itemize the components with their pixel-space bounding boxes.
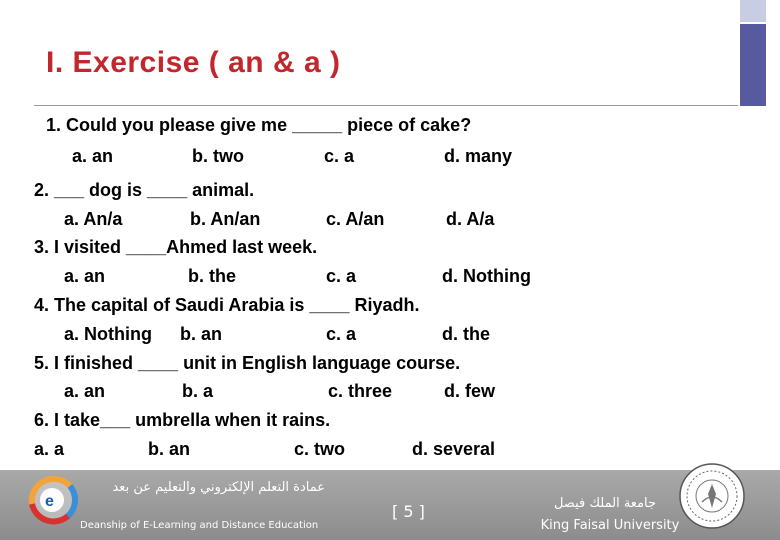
question-6-option-d: d. several	[412, 439, 496, 459]
deanship-name-english: Deanship of E-Learning and Distance Education	[80, 520, 319, 531]
question-6-option-c: c. two	[294, 439, 346, 459]
question-1-option-d: d. many	[444, 146, 513, 166]
question-1: 1. Could you please give me _____ piece of cake?	[46, 115, 472, 135]
question-3-option-c: c. a	[326, 266, 357, 286]
question-4-option-a: a. Nothing	[64, 324, 152, 344]
question-5-option-a: a. an	[64, 381, 106, 401]
question-2-option-d: d. A/a	[446, 209, 495, 229]
question-6-option-a: a. a	[34, 439, 65, 459]
question-4: 4. The capital of Saudi Arabia is ____ Riyadh.	[34, 295, 420, 315]
question-2-option-c: c. A/an	[326, 209, 385, 229]
question-4-option-d: d. the	[442, 324, 490, 344]
title-divider	[34, 105, 738, 106]
question-3-option-b: b. the	[188, 266, 236, 286]
question-1-option-c: c. a	[324, 146, 355, 166]
question-6: 6. I take___ umbrella when it rains.	[34, 410, 331, 430]
question-3: 3. I visited ____Ahmed last week.	[34, 237, 318, 257]
question-5-option-d: d. few	[444, 381, 496, 401]
page-number: [ 5 ]	[392, 502, 425, 521]
question-3-option-a: a. an	[64, 266, 106, 286]
university-name-arabic: جامعة الملك فيصل	[553, 496, 657, 511]
slide-title: I. Exercise ( an & a )	[46, 46, 341, 79]
question-2-option-b: b. An/an	[190, 209, 261, 229]
university-name-english: King Faisal University	[540, 518, 680, 533]
deanship-name-arabic: عمادة التعلم الإلكتروني والتعليم عن بعد	[112, 480, 325, 495]
question-3-option-d: d. Nothing	[442, 266, 531, 286]
question-5: 5. I finished ____ unit in English language course.	[34, 353, 461, 373]
question-5-option-c: c. three	[328, 381, 393, 401]
svg-text:e: e	[45, 493, 54, 510]
question-4-option-c: c. a	[326, 324, 357, 344]
question-5-option-b: b. a	[182, 381, 214, 401]
question-2: 2. ___ dog is ____ animal.	[34, 180, 255, 200]
question-6-option-b: b. an	[148, 439, 191, 459]
question-2-option-a: a. An/a	[64, 209, 123, 229]
decorative-bar-light	[740, 0, 766, 22]
question-1-option-a: a. an	[72, 146, 114, 166]
question-4-option-b: b. an	[180, 324, 223, 344]
question-1-option-b: b. two	[192, 146, 244, 166]
university-seal-icon	[678, 462, 746, 530]
decorative-bar-dark	[740, 24, 766, 106]
